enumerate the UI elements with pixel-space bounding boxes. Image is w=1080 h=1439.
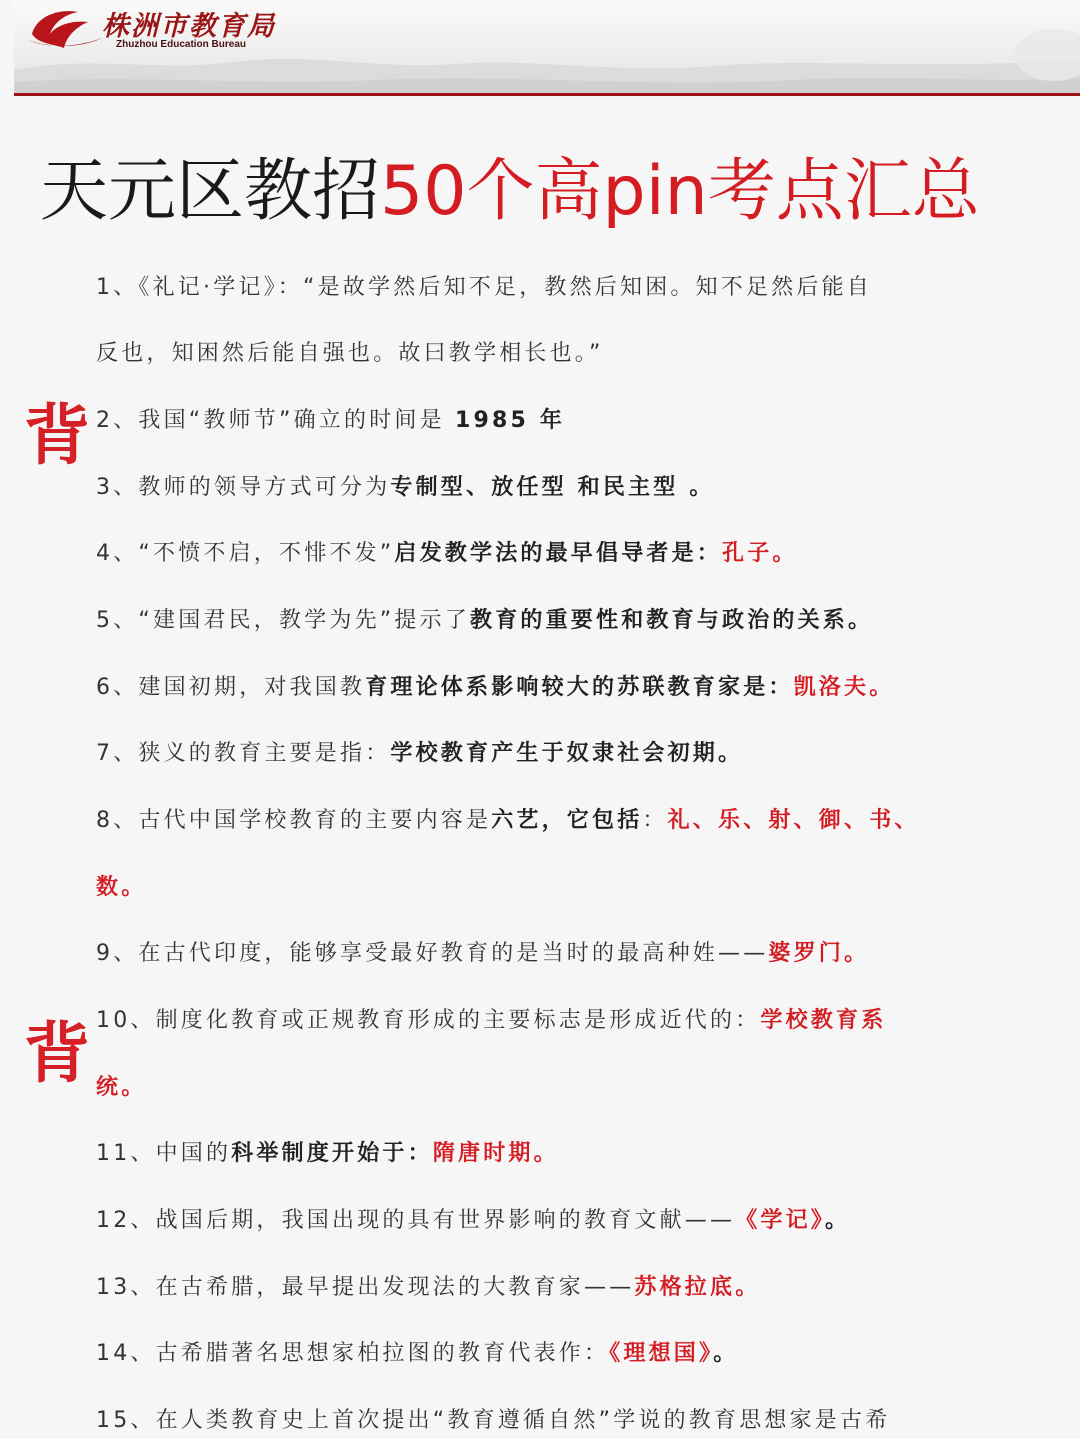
header-divider [14, 93, 1080, 96]
title-prefix: 天元区教招 [40, 152, 381, 231]
bureau-logo-icon [26, 4, 106, 50]
list-item: 12、战国后期，我国出现的具有世界影响的教育文献——《学记》。 [96, 1208, 851, 1233]
list-item-continuation: 统。 [96, 1075, 147, 1100]
list-item: 11、中国的科举制度开始于：隋唐时期。 [96, 1141, 559, 1166]
memorize-stamp: 背 [24, 396, 90, 474]
list-item: 4、“不愤不启，不悱不发”启发教学法的最早倡导者是：孔子。 [96, 541, 798, 566]
list-item: 9、在古代印度，能够享受最好教育的是当时的最高种姓——婆罗门。 [96, 941, 870, 966]
page-title [40, 146, 1060, 238]
list-item: 8、古代中国学校教育的主要内容是六艺，它包括：礼、乐、射、御、书、 [96, 808, 920, 833]
list-item: 10、制度化教育或正规教育形成的主要标志是形成近代的：学校教育系 [96, 1008, 887, 1033]
bureau-logo-subtitle: Zhuzhou Education Bureau [116, 39, 246, 50]
list-item: 7、狭义的教育主要是指：学校教育产生于奴隶社会初期。 [96, 741, 744, 766]
title-highlight: 50个高pin考点汇总 [380, 152, 980, 231]
list-item-continuation: 数。 [96, 875, 147, 900]
list-item: 2、我国“教师节”确立的时间是 1985 年 [96, 408, 566, 433]
list-item: 1、《礼记·学记》：“是故学然后知不足，教然后知困。知不足然后能自 [96, 275, 872, 300]
memorize-stamp: 背 [24, 1014, 90, 1092]
list-item: 5、“建国君民，教学为先”提示了教育的重要性和教育与政治的关系。 [96, 608, 874, 633]
header-banner [14, 0, 1080, 93]
list-item: 15、在人类教育史上首次提出“教育遵循自然”学说的教育思想家是古希 [96, 1408, 891, 1433]
bureau-logo-text: 株洲市教育局 [102, 11, 276, 42]
list-item-continuation: 反也，知困然后能自强也。故曰教学相长也。” [96, 341, 604, 366]
list-item: 3、教师的领导方式可分为专制型、放任型 和民主型 。 [96, 475, 715, 500]
list-item: 13、在古希腊，最早提出发现法的大教育家——苏格拉底。 [96, 1275, 761, 1300]
list-item: 14、古希腊著名思想家柏拉图的教育代表作：《理想国》。 [96, 1341, 739, 1366]
list-item: 6、建国初期，对我国教育理论体系影响较大的苏联教育家是：凯洛夫。 [96, 675, 895, 700]
